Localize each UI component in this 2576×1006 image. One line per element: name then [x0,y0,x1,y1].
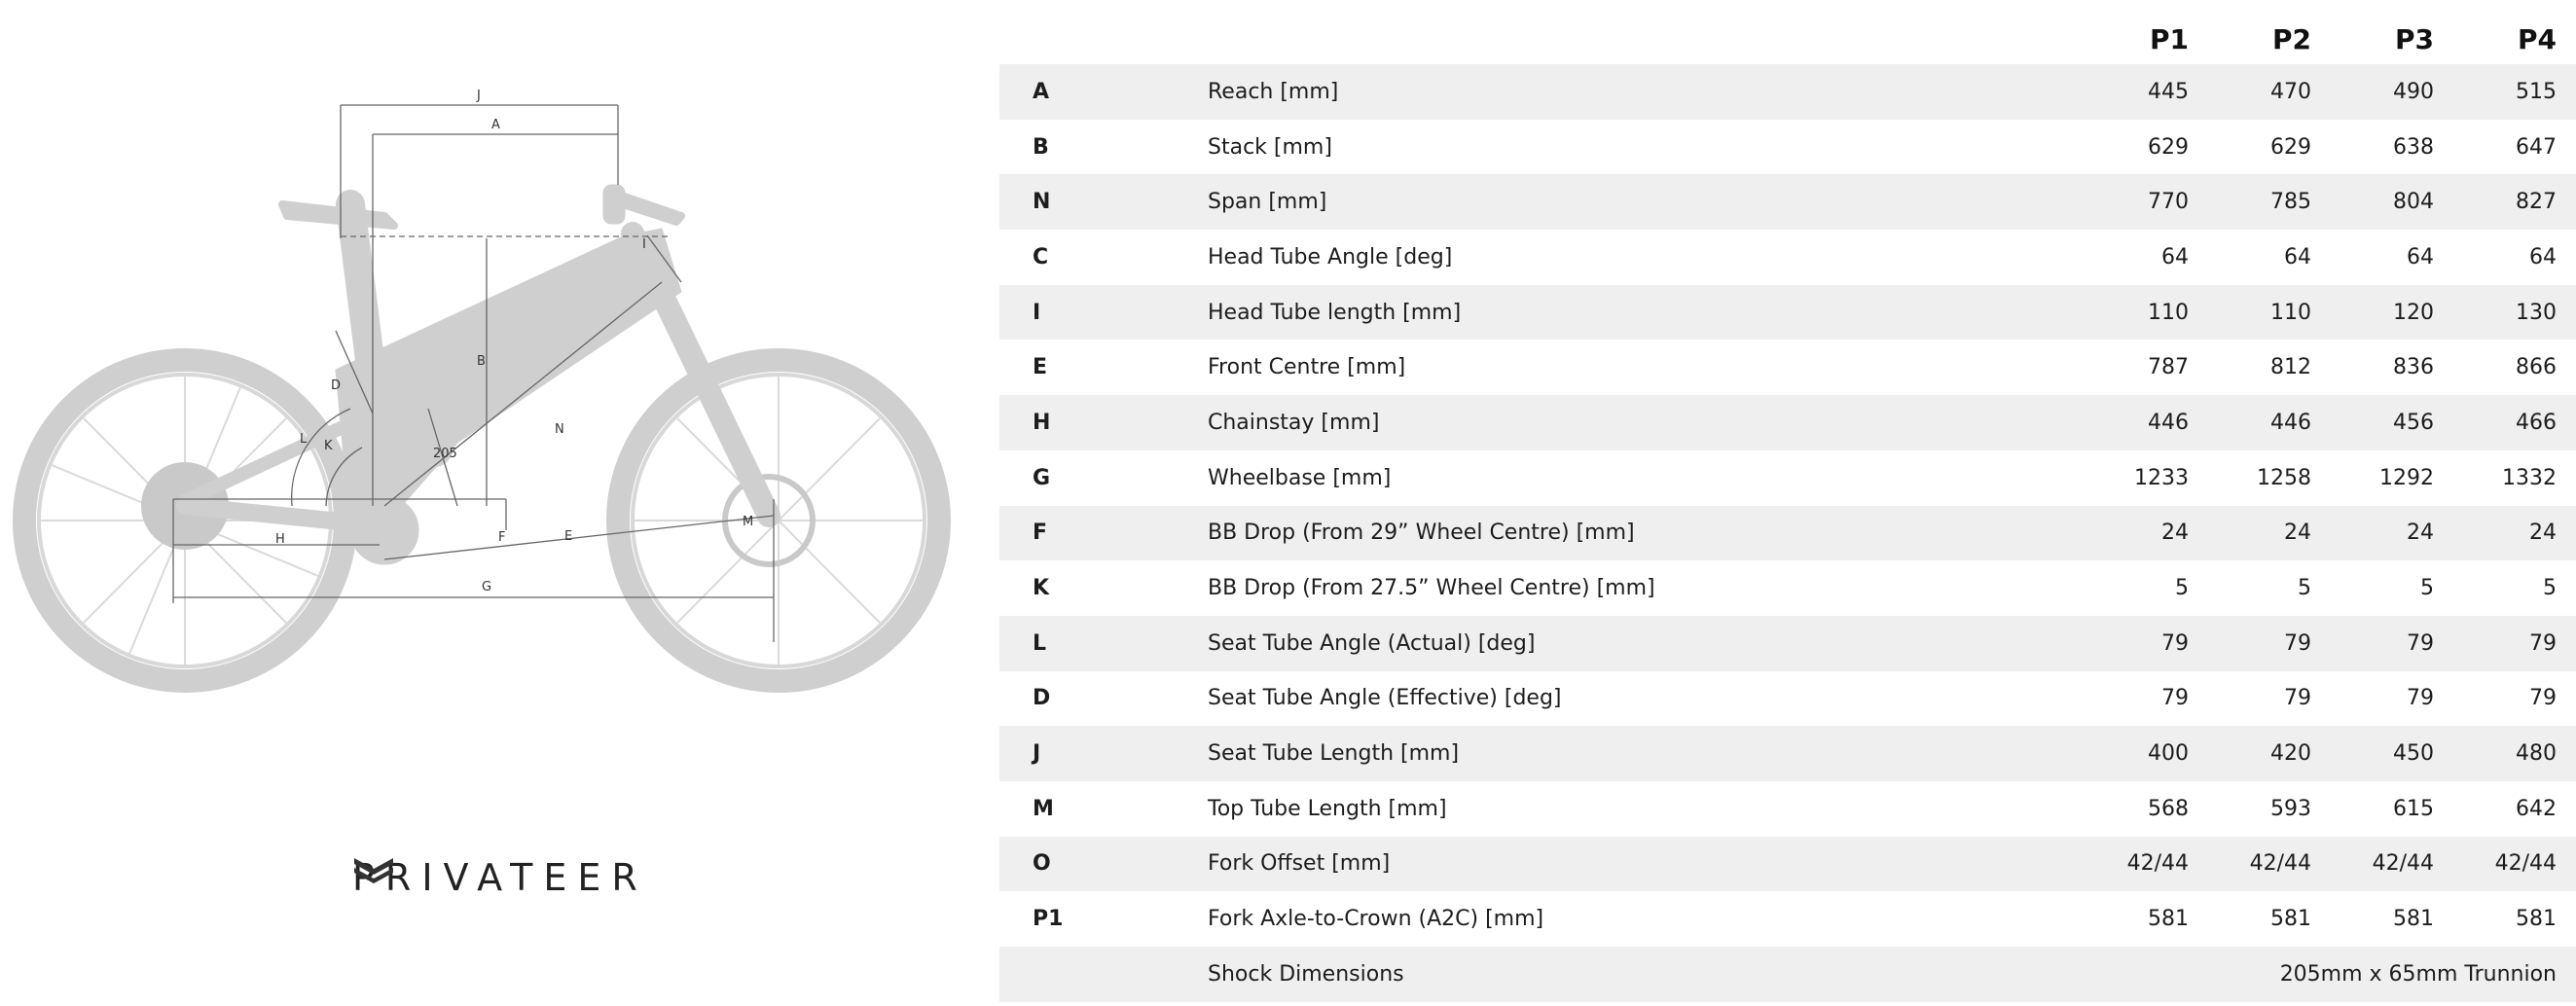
row-code: C [1033,244,1049,269]
row-value: 480 [2453,726,2576,781]
row-label: Wheelbase [mm] [1208,465,1392,490]
row-value: 64 [2161,244,2189,269]
dim-label-b: B [477,354,486,369]
dim-label-a: A [491,118,500,132]
row-value: 110 [2208,285,2331,341]
row-value: 581 [2516,907,2557,932]
row-value: 647 [2516,134,2557,160]
row-value: 568 [2148,796,2189,821]
header-size: P1 [2149,22,2189,55]
table-row [999,506,2576,561]
row-value: 5 [2298,576,2311,601]
row-value: 629 [2270,134,2311,160]
row-value: 64 [2284,244,2311,269]
table-row [999,395,2576,450]
dim-label-m: M [743,515,754,529]
row-value: 1332 [2502,465,2557,490]
row-value: 450 [2331,726,2453,781]
row-value: 24 [2208,506,2331,561]
row-value: 490 [2331,64,2453,120]
row-value: 5 [2175,576,2189,601]
row-label: Seat Tube Angle (Actual) [deg] [1208,616,2086,671]
row-code: H [999,395,1208,450]
dim-label-i: I [642,237,646,252]
row-value: 787 [2148,355,2189,380]
row-value: 64 [2529,244,2557,269]
row-value: 581 [2270,907,2311,932]
table-row [999,837,2576,892]
header-code [999,14,1208,64]
table-row [999,450,2576,506]
brand-logo [352,856,648,899]
row-label: Span [mm] [1208,174,2086,230]
row-value: 1292 [2379,465,2434,490]
dim-label-j: J [477,89,481,103]
row-value: 446 [2208,395,2331,450]
geometry-table [999,14,2576,1002]
row-value: 515 [2453,64,2576,120]
row-value: 42/44 [2453,837,2576,892]
row-code: D [1033,686,1051,711]
table-row [999,340,2576,395]
row-value: 581 [2148,907,2189,932]
dim-label-shock: 205 [433,447,457,461]
bike-geometry-diagram [0,0,973,1006]
row-code: O [999,837,1208,892]
row-value: 79 [2284,686,2311,711]
row-value: 5 [2543,576,2557,601]
row-value: 24 [2086,506,2208,561]
row-value: 1258 [2257,465,2311,490]
row-value: 466 [2453,395,2576,450]
header-size: P3 [2394,22,2434,55]
row-code: B [1033,134,1049,160]
row-label: BB Drop (From 29” Wheel Centre) [mm] [1208,506,2086,561]
row-code: E [1033,355,1048,380]
row-code [999,947,1208,1002]
row-value: 615 [2393,796,2434,821]
row-label: Seat Tube Length [mm] [1208,726,2086,781]
row-value: 42/44 [2208,837,2331,892]
row-value: 110 [2086,285,2208,341]
table-row [999,726,2576,781]
row-label: BB Drop (From 27.5” Wheel Centre) [mm] [1208,576,1655,601]
dim-label-e: E [564,529,573,544]
table-row [999,285,2576,341]
row-value: 470 [2208,64,2331,120]
row-label: Seat Tube Angle (Effective) [deg] [1208,686,1562,711]
row-code: M [1033,796,1054,821]
row-value: 79 [2086,616,2208,671]
row-value: 64 [2407,244,2434,269]
row-label: Reach [mm] [1208,64,2086,120]
row-value: 827 [2453,174,2576,230]
row-value: 1233 [2134,465,2189,490]
brand-name: PRIVATEER [352,856,648,899]
row-value: 812 [2270,355,2311,380]
dim-label-k: K [324,439,333,453]
row-value: 120 [2331,285,2453,341]
row-value: 24 [2453,506,2576,561]
row-value: 866 [2516,355,2557,380]
dim-label-l: L [300,432,308,447]
row-value: 785 [2208,174,2331,230]
row-label: Fork Offset [mm] [1208,837,2086,892]
row-value: 400 [2086,726,2208,781]
row-code: A [999,64,1208,120]
row-value: 79 [2453,616,2576,671]
row-label: Fork Axle-to-Crown (A2C) [mm] [1208,907,1544,932]
table-row [999,120,2576,175]
row-label: Chainstay [mm] [1208,395,2086,450]
row-value: 804 [2331,174,2453,230]
table-row [999,64,2576,120]
row-value: 79 [2529,686,2557,711]
table-row [999,560,2576,616]
row-value: 446 [2086,395,2208,450]
row-value: 79 [2407,686,2434,711]
brand-chevron-icon [352,856,395,885]
row-code: L [999,616,1208,671]
dim-label-d: D [331,378,342,393]
dim-label-g: G [482,580,492,594]
row-code: K [1033,576,1050,601]
row-value: 420 [2208,726,2331,781]
table-row [999,781,2576,837]
dim-label-n: N [555,422,564,437]
row-label: Top Tube Length [mm] [1208,796,1447,821]
row-value: 638 [2393,134,2434,160]
row-label: Front Centre [mm] [1208,355,1406,380]
table-header-row [999,14,2576,64]
row-value: 79 [2161,686,2189,711]
row-code: P1 [1033,907,1064,932]
row-label: Stack [mm] [1208,134,1332,160]
row-value: 642 [2516,796,2557,821]
header-label [1208,14,2086,64]
row-value: 42/44 [2331,837,2453,892]
header-size: P4 [2517,22,2557,55]
row-code: J [999,726,1208,781]
row-value: 456 [2331,395,2453,450]
row-value: 836 [2393,355,2434,380]
dim-label-f: F [498,530,506,545]
shock-dimensions-value: 205mm x 65mm Trunnion [2086,947,2576,1002]
row-value: 79 [2331,616,2453,671]
table-row [999,616,2576,671]
bike-illustration [0,0,973,1006]
dim-label-h: H [275,532,285,547]
row-value: 770 [2086,174,2208,230]
table-row [999,230,2576,285]
table-row [999,891,2576,947]
row-value: 581 [2393,907,2434,932]
row-code: N [999,174,1208,230]
row-value: 130 [2453,285,2576,341]
row-label: Head Tube Angle [deg] [1208,244,1453,269]
row-code: I [999,285,1208,341]
row-value: 79 [2208,616,2331,671]
row-value: 629 [2148,134,2189,160]
row-label: Head Tube length [mm] [1208,285,2086,341]
row-value: 445 [2086,64,2208,120]
header-size: P2 [2271,22,2311,55]
row-value: 593 [2270,796,2311,821]
row-value: 24 [2331,506,2453,561]
table-row [999,671,2576,727]
row-value: 42/44 [2086,837,2208,892]
row-value: 5 [2420,576,2434,601]
row-code: G [1033,465,1051,490]
row-code: F [999,506,1208,561]
row-label: Shock Dimensions [1208,947,2086,1002]
table-row [999,947,2576,1002]
table-row [999,174,2576,230]
